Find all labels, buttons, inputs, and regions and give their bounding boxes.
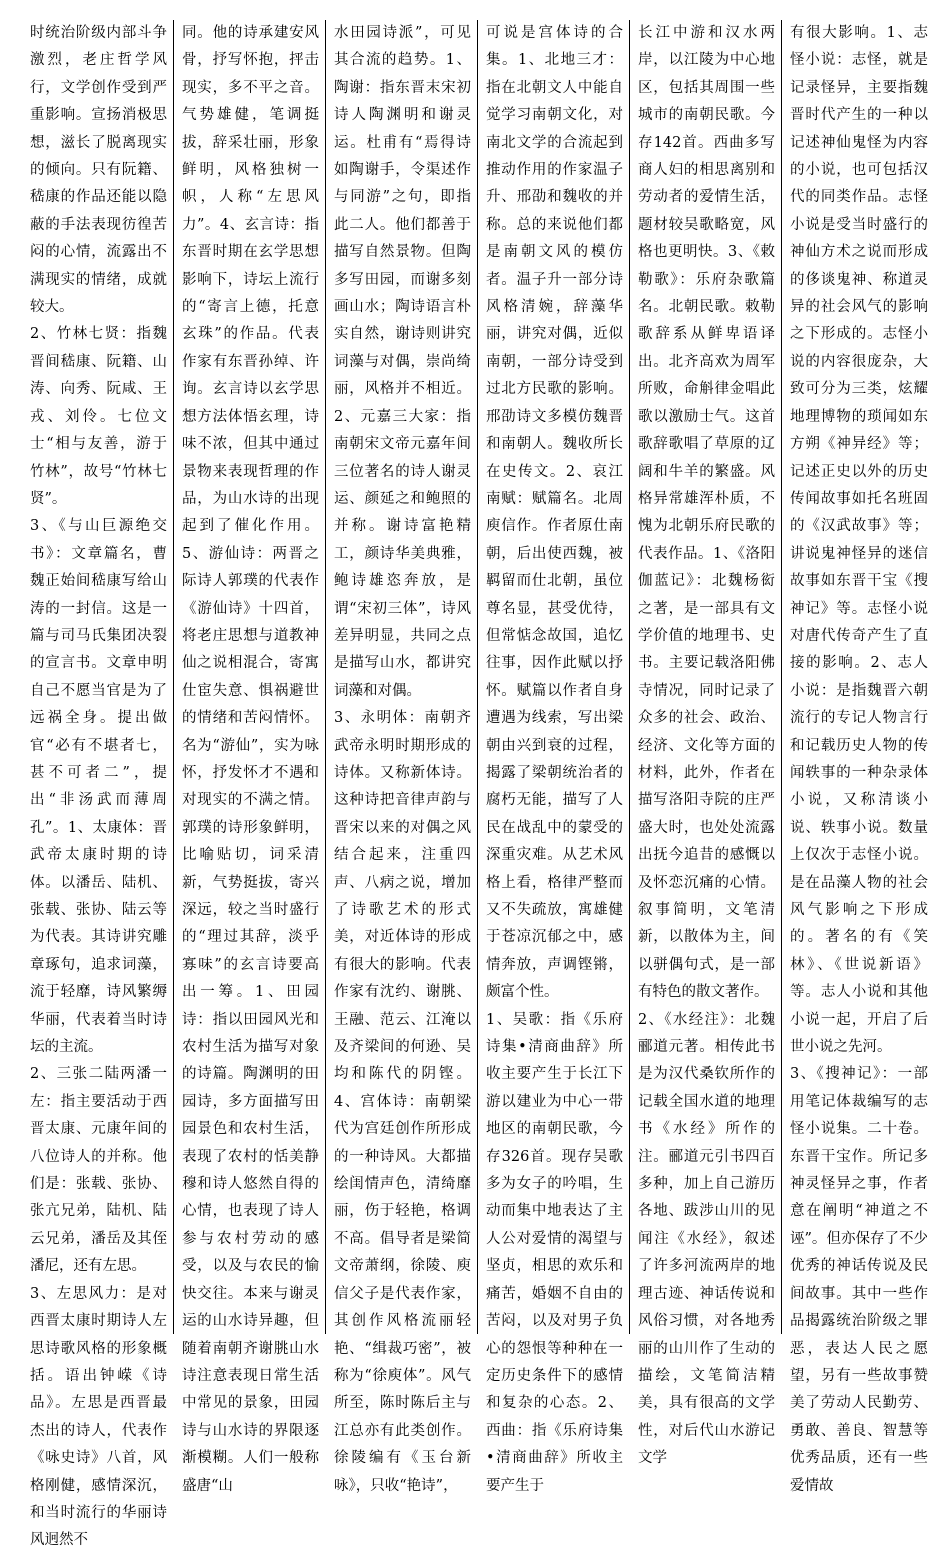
paragraph: 2、《水经注》：北魏郦道元著。相传此书是为汉代桑钦所作的记载全国水道的地理书《水经》所作的注。郦道元引书四百多种，加上自己游历各地、跋涉山川的见闻注《水经》，叙述了许多河流两岸的地理古迹、神话传说和风俗习惯，对各地秀丽的山川作了生动的描绘，文笔简洁精美，具有很高的文学性，对后代山水游记文学 — [638, 1011, 775, 1467]
paragraph: 可说是宫体诗的合集。1、北地三才：指在北朝文人中能自觉学习南朝文化，对南北文学的合流起到推动作用的作家温子升、邢劭和魏收的并称。总的来说他们都是南朝文风的模仿者。温子升一部分诗风格清婉，辞藻华丽，讲究对偶，近似南朝，一部分诗受到过北方民歌的影响。邢劭诗文多模仿魏晋和南朝人。魏收所长在史传文。2、哀江南赋：赋篇名。北周庾信作。作者原仕南朝，后出使西魏，被羁留而仕北朝，虽位尊名显，甚受优待，但常惦念故国，追忆往事，因作此赋以抒怀。赋篇以作者自身遭遇为线索，写出梁朝由兴到衰的过程，揭露了梁朝统治者的腐朽无能，描写了人民在战乱中的蒙受的深重灾难。从艺术风格上看，格律严整而又不失疏放，寓雄健于苍凉沉郁之中，感情奔放，声调铿锵，颇富个性。 — [486, 25, 623, 1001]
text-column-1 — [22, 20, 174, 1549]
paragraph: 时统治阶级内部斗争激烈，老庄哲学风行，文学创作受到严重影响。宣扬消极思想，滋长了脱离现实的倾向。只有阮籍、嵇康的作品还能以隐蔽的手法表现彷徨苦闷的心情，流露出不满现实的情绪，成就较大。 — [30, 25, 167, 316]
text-column-2 — [174, 20, 326, 1494]
paragraph: 2、竹林七贤：指魏晋间嵇康、阮籍、山涛、向秀、阮咸、王戎、刘伶。七位文士“相与友善，游于竹林”，故号“竹林七贤”。 — [30, 326, 167, 507]
text-column-3 — [326, 20, 478, 1494]
paragraph: 3、永明体：南朝齐武帝永明时期形成的诗体。又称新体诗。这种诗把音律声韵与晋宋以来的对偶之风结合起来，注重四声、八病之说，增加了诗歌艺术的形式美，对近体诗的形成有很大的影响。代表作家有沈约、谢朓、王融、范云、江淹以及齐梁间的何逊、吴均和陈代的阴铿。4、宫体诗：南朝梁代为宫廷创作所形成的一种诗风。大都描绘闺情声色，清绮靡丽，伤于轻艳，格调不高。倡导者是梁简文帝萧纲，徐陵、庾信父子是代表作家，其创作风格流丽轻艳、“缉裁巧密”，被称为“徐庾体”。风气所至，陈时陈后主与江总亦有此类创作。徐陵编有《玉台新咏》，只收“艳诗”， — [334, 710, 471, 1494]
paragraph: 水田园诗派”，可见其合流的趋势。1、陶谢：指东晋末宋初诗人陶渊明和谢灵运。杜甫有“焉得诗如陶谢手，令渠述作与同游”之句，即指此二人。他们都善于描写自然景物。但陶多写田园，而谢多刻画山水；陶诗语言朴实自然，谢诗则讲究词藻与对偶，崇尚绮丽，风格并不相近。2、元嘉三大家：指南朝宋文帝元嘉年间三位著名的诗人谢灵运、颜延之和鲍照的并称。谢诗富艳精工，颜诗华美典雅，鲍诗雄恣奔放，是谓“宋初三体”，诗风差异明显，共同之点是描写山水，都讲究词藻和对偶。 — [334, 25, 471, 699]
paragraph: 同。他的诗承建安风骨，抒写怀抱，抨击现实，多不平之音。气势雄健，笔调挺拔，辞采壮丽，形象鲜明，风格独树一帜，人称“左思风力”。4、玄言诗：指东晋时期在玄学思想影响下，诗坛上流行的“寄言上德，托意玄珠”的作品。代表作家有东晋孙绰、许询。玄言诗以玄学思想方法体悟玄理，诗味不浓，但其中通过景物来表现哲理的作品，为山水诗的出现起到了催化作用。5、游仙诗：两晋之际诗人郭璞的代表作《游仙诗》十四首，将老庄思想与道教神仙之说相混合，寄寓仕宦失意、惧祸避世的情绪和苦闷情怀。名为“游仙”，实为咏怀，抒发怀才不遇和对现实的不满之情。郭璞的诗形象鲜明，比喻贴切，词采清新，气势挺拔，寄兴深远，较之当时盛行的“理过其辞，淡乎寡味”的玄言诗要高出一筹。1、田园诗：指以田园风光和农村生活为描写对象的诗篇。陶渊明的田园诗，多方面描写田园景色和农村生活，表现了农村的恬美静穆和诗人悠然自得的心情，也表现了诗人参与农村劳动的感受，以及与农民的愉快交往。本来与谢灵运的山水诗异趣，但随着南朝齐谢朓山水诗注意表现日常生活中常见的景象，田园诗与山水诗的界限逐渐模糊。人们一般称盛唐“山 — [182, 25, 319, 1494]
text-column-5 — [630, 20, 782, 1467]
paragraph: 1、吴歌：指《乐府诗集•清商曲辞》所收主要产生于长江下游以建业为中心一带地区的南朝民歌，今存326首。现存吴歌多为女子的吟唱，生动而集中地表达了主人公对爱情的渴望与坚贞，相思的欢乐和痛苦，婚姻不自由的苦闷，以及对男子负心的怨恨等种种在一定历史条件下的感情和复杂的心态。2、西曲：指《乐府诗集•清商曲辞》所收主要产生于 — [486, 1011, 623, 1494]
text-column-6 — [782, 20, 934, 1494]
paragraph: 3、《与山巨源绝交书》：文章篇名，曹魏正始间嵇康写给山涛的一封信。这是一篇与司马氏集团决裂的宣言书。文章申明自己不愿当官是为了远祸全身。提出做官“必有不堪者七，甚不可者二”，提出“非汤武而薄周孔”。1、太康体：晋武帝太康时期的诗体。以潘岳、陆机、张载、张协、陆云等为代表。其诗讲究雕章琢句，追求词藻，流于轻靡，诗风繁缛华丽，代表着当时诗坛的主流。 — [30, 518, 167, 1056]
paragraph: 3、左思风力：是对西晋太康时期诗人左思诗歌风格的形象概括。语出钟嵘《诗品》。左思是西晋最杰出的诗人，代表作《咏史诗》八首，风格刚健，感情深沉，和当时流行的华丽诗风迥然不 — [30, 1285, 167, 1549]
document-page — [22, 20, 934, 1549]
paragraph: 有很大影响。1、志怪小说：志怪，就是记录怪异，主要指魏晋时代产生的一种以记述神仙鬼怪为内容的小说，也可包括汉代的同类作品。志怪小说是受当时盛行的神仙方术之说而形成的侈谈鬼神、称道灵异的社会风气的影响之下形成的。志怪小说的内容很庞杂，大致可分为三类，炫耀地理博物的琐闻如东方朔《神异经》等；记述正史以外的历史传闻故事如托名班固的《汉武故事》等；讲说鬼神怪异的迷信故事如东晋干宝《搜神记》等。志怪小说对唐代传奇产生了直接的影响。2、志人小说：是指魏晋六朝流行的专记人物言行和记载历史人物的传闻轶事的一种杂录体小说，又称清谈小说、轶事小说。数量上仅次于志怪小说。是在品藻人物的社会风气影响之下形成的。著名的有《笑林》、《世说新语》等。志人小说和其他小说一起，开启了后世小说之先河。 — [790, 25, 928, 1056]
text-column-4 — [478, 20, 630, 1494]
paragraph: 2、三张二陆两潘一左：指主要活动于西晋太康、元康年间的八位诗人的并称。他们是：张载、张协、张亢兄弟，陆机、陆云兄弟，潘岳及其侄潘尼，还有左思。 — [30, 1066, 167, 1275]
paragraph: 长江中游和汉水两岸，以江陵为中心地区，包括其周围一些城市的南朝民歌。今存142首。西曲多写商人妇的相思离别和劳动者的爱情生活，题材较吴歌略宽，风格也更明快。3、《敕勒歌》：乐府杂歌篇名。北朝民歌。敕勒歌辞系从鲜卑语译出。北齐高欢为周军所败，命斛律金唱此歌以激励士气。这首歌辞歌唱了草原的辽阔和牛羊的繁盛。风格异常雄浑朴质，不愧为北朝乐府民歌的代表作品。1、《洛阳伽蓝记》：北魏杨衒之著，是一部具有文学价值的地理书、史书。主要记载洛阳佛寺情况，同时记录了众多的社会、政治、经济、文化等方面的材料，此外，作者在描写洛阳寺院的庄严盛大时，也处处流露出抚今追昔的感慨以及怀恋沉痛的心情。叙事简明，文笔清新，以散体为主，间以骈偶句式，是一部有特色的散文著作。 — [638, 25, 775, 1001]
paragraph: 3、《搜神记》：一部用笔记体裁编写的志怪小说集。二十卷。东晋干宝作。所记多神灵怪异之事，作者意在阐明“神道之不诬”。但亦保存了不少优秀的神话传说及民间故事。其中一些作品揭露统治阶级之罪恶，表达人民之愿望，另有一些故事赞美了劳动人民勤劳、勇敢、善良、智慧等优秀品质，还有一些爱情故 — [790, 1066, 928, 1494]
